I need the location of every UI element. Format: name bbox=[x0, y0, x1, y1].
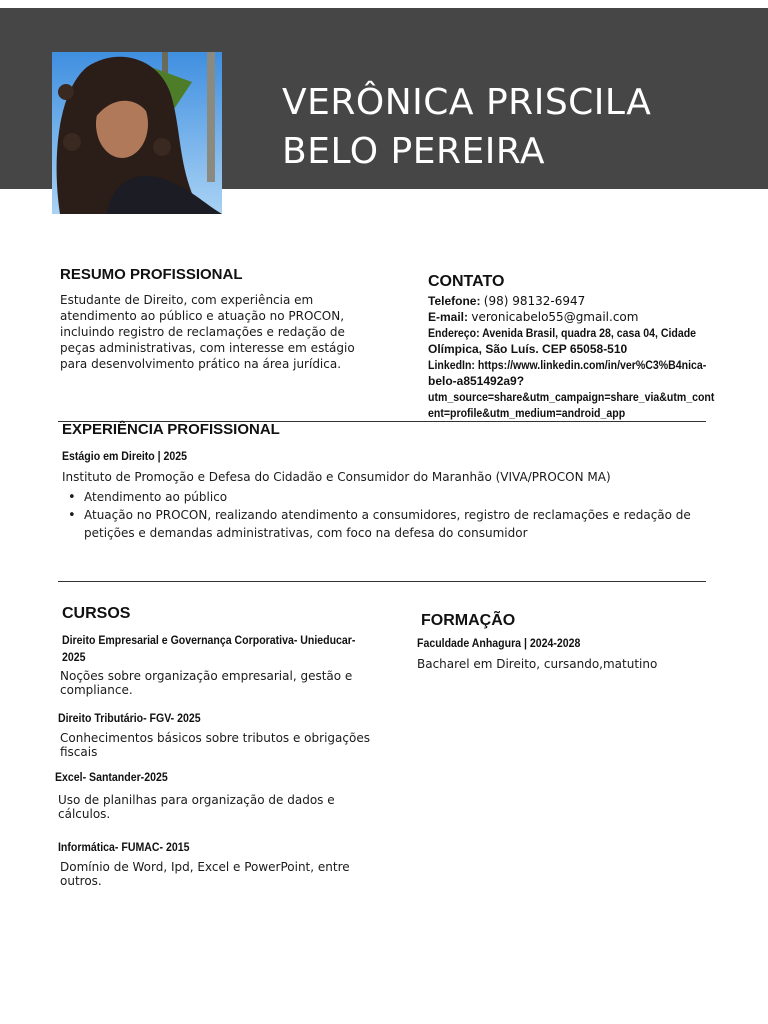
telefone-line bbox=[428, 293, 728, 309]
curso-name: Direito Empresarial e Governança Corporativa- Unieducar- bbox=[62, 633, 356, 647]
profile-photo bbox=[52, 52, 222, 214]
endereco-line-2: Olímpica, São Luís. CEP 65058-510 bbox=[428, 342, 628, 356]
linkedin-line-2[interactable]: belo-a851492a9? bbox=[428, 374, 525, 388]
formacao-institution: Faculdade Anhagura | 2024-2028 bbox=[417, 636, 581, 650]
experiencia-title: EXPERIÊNCIA PROFISSIONAL bbox=[62, 421, 280, 438]
contato-title: CONTATO bbox=[428, 273, 505, 290]
experiencia-role: Estágio em Direito | 2025 bbox=[62, 449, 188, 463]
endereco-line-1: Endereço: Avenida Brasil, quadra 28, casa 04, Cidade bbox=[428, 326, 697, 340]
telefone-label: Telefone: bbox=[428, 294, 481, 308]
list-item: • Atendimento ao público bbox=[62, 488, 702, 506]
experiencia-bullets bbox=[62, 488, 702, 542]
resumo-text: Estudante de Direito, com experiência em atendimento ao público e atuação no PROCON, incluindo registro de reclamações e redação de peças administrativas, com interesse em estágio para desenvolvimento prático na área jurídica. bbox=[60, 293, 355, 371]
cursos-title: CURSOS bbox=[62, 605, 131, 622]
curso-name: Excel- Santander-2025 bbox=[55, 770, 168, 784]
resumo-title: RESUMO PROFISSIONAL bbox=[60, 266, 243, 283]
linkedin-line-3[interactable]: utm_source=share&utm_campaign=share_via&utm_cont bbox=[428, 390, 715, 404]
curso-name: Informática- FUMAC- 2015 bbox=[58, 840, 190, 854]
telefone-value: (98) 98132-6947 bbox=[483, 294, 586, 308]
linkedin-line-4[interactable]: ent=profile&utm_medium=android_app bbox=[428, 406, 626, 420]
curso-desc: Conhecimentos básicos sobre tributos e obrigações fiscais bbox=[60, 731, 370, 759]
experiencia-org: Instituto de Promoção e Defesa do Cidadão e Consumidor do Maranhão (VIVA/PROCON MA) bbox=[62, 470, 611, 484]
curso-name: Direito Tributário- FGV- 2025 bbox=[58, 711, 201, 725]
contact-block bbox=[428, 293, 728, 421]
curso-desc: Noções sobre organização empresarial, gestão e compliance. bbox=[60, 669, 353, 697]
email-value[interactable]: veronicabelo55@gmail.com bbox=[471, 310, 639, 324]
curso-desc: Domínio de Word, Ipd, Excel e PowerPoint, entre outros. bbox=[60, 860, 350, 888]
formacao-title: FORMAÇÃO bbox=[421, 612, 516, 629]
candidate-name bbox=[282, 78, 742, 176]
email-label: E-mail: bbox=[428, 310, 469, 324]
linkedin-line-1[interactable]: LinkedIn: https://www.linkedin.com/in/ver%C3%B4nica- bbox=[428, 358, 707, 372]
name-line-2: BELO PEREIRA bbox=[282, 131, 546, 172]
email-line bbox=[428, 309, 728, 325]
divider bbox=[58, 581, 706, 582]
curso-desc: Uso de planilhas para organização de dados e cálculos. bbox=[58, 793, 335, 821]
list-item: • Atuação no PROCON, realizando atendimento a consumidores, registro de reclamações e redação de petições e demandas administrativas, com foco na defesa do consumidor bbox=[62, 506, 702, 542]
curso-item bbox=[62, 632, 382, 666]
name-line-1: VERÔNICA PRISCILA bbox=[282, 82, 652, 123]
curso-name-cont: 2025 bbox=[62, 650, 86, 664]
formacao-desc: Bacharel em Direito, cursando,matutino bbox=[417, 657, 658, 671]
